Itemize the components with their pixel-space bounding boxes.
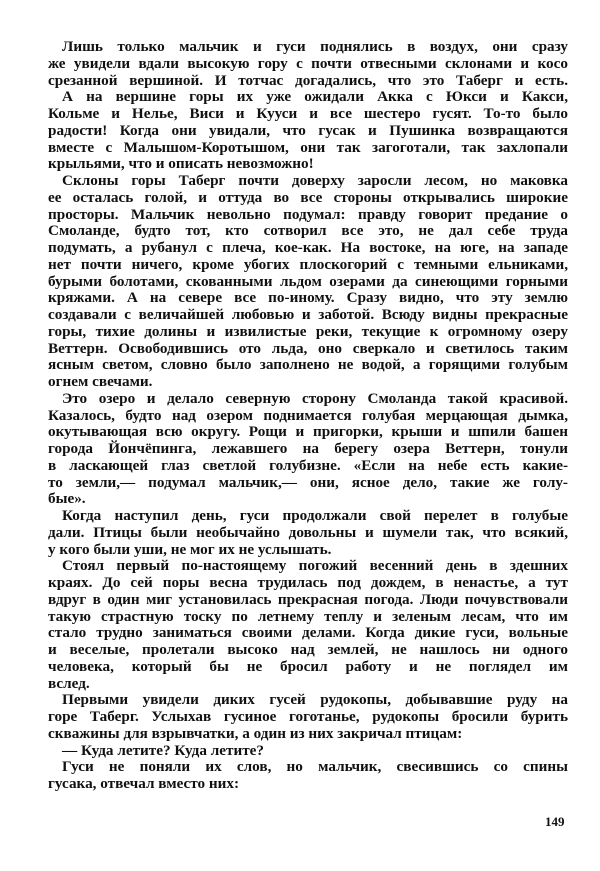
text-line: вслед. [48, 674, 90, 692]
text-line: подумать, а рубанул с плеча, кое-как. На востоке, на юге, на западе [48, 239, 568, 256]
text-line: и веселые, пролетали высоко над землей, не нашлось ни одного [48, 641, 568, 658]
text-line: Казалось, будто над озером поднимается голубая мерцающая дымка, [48, 406, 568, 424]
text-line: человека, который бы не бросил работу и не поглядел им [48, 657, 568, 675]
text-line: Кольме и Нелье, Виси и Кууси и все шестеро гусят. То-то было [48, 105, 568, 122]
text-line: в ласкающей глаз светлой голубизне. «Если на небе есть какие- [48, 456, 568, 474]
paragraph [48, 391, 568, 508]
paragraph [48, 508, 568, 558]
text-line: у кого были уши, не мог их не услышать. [48, 540, 332, 558]
paragraph [48, 692, 568, 742]
text-line: же увидели вдали высокую гору с почти отвесными склонами и косо [48, 54, 568, 72]
paragraph [48, 173, 568, 391]
text-line: Смоланде, будто тот, кто сотворил все это, не дал себе труда [48, 222, 568, 240]
text-line: Когда наступил день, гуси продолжали свой перелет в голубые [62, 507, 568, 524]
text-line: ее осталась голой, и оттуда во все стороны открывались широкие [48, 188, 568, 206]
text-line: такую страстную тоску по летнему теплу и зеленым лесам, что им [48, 607, 568, 625]
text-line: огнем свечами. [48, 373, 153, 390]
text-line: нет почти ничего, кроме убогих плоскогорий с темными ельниками, [48, 255, 568, 273]
text-line: — Куда летите? Куда летите? [62, 741, 265, 759]
text-line: скважины для взрывчатки, а один из них закричал птицам: [48, 724, 463, 742]
text-line: бурыми болотами, скованными льдом озерами да синеющими горными [48, 272, 568, 290]
text-line: Гуси не поняли их слов, но мальчик, свесившись со спины [62, 758, 568, 776]
text-line: радости! Когда они увидали, что гусак и Пушинка возвращаются [48, 121, 568, 139]
paragraph [48, 743, 568, 760]
text-line: стало трудно заниматься своими делами. Когда дикие гуси, вольные [48, 624, 568, 642]
text-line: кряжами. А на севере все по-иному. Сразу видно, что эту землю [48, 289, 568, 307]
text-line: горе Таберг. Услыхав гусиное гоготанье, рудокопы бросили бурить [48, 708, 568, 725]
text-line: дали. Птицы были необычайно довольны и шумели так, что всякий, [48, 523, 568, 541]
text-line: города Йончёпинга, лежавшего на берегу озера Веттерн, тонули [48, 440, 568, 457]
text-line: окутывающая всю округу. Рощи и пригорки, крыши и шпили башен [48, 423, 568, 441]
paragraph [48, 39, 568, 89]
paragraph [48, 89, 568, 173]
text-line: создавали с величайшей любовью и заботой. Всюду видны прекрасные [48, 306, 568, 323]
text-line: вместе с Малышом-Коротышом, они так загоготали, так захлопали [48, 138, 568, 156]
text-line: крыльями, что и описать невозможно! [48, 155, 314, 173]
text-line: Веттерн. Освободившись ото льда, оно сверкало и светилось таким [48, 339, 568, 357]
text-line: бые». [48, 490, 86, 508]
text-line: Первыми увидели диких гусей рудокопы, добывавшие руду на [62, 691, 568, 709]
paragraph [48, 558, 568, 692]
text-line: горы, тихие долины и извилистые реки, текущие к огромному озеру [48, 322, 568, 340]
text-line: А на вершине горы их уже ожидали Акка с Юкси и Какси, [62, 88, 568, 106]
text-line: вдруг в один миг установилась прекрасная погода. Люди почувствовали [48, 590, 568, 608]
text-line: срезанной вершиной. И тотчас догадались, что это Таберг и есть. [48, 71, 568, 89]
paragraph [48, 759, 568, 793]
text-line: то земли,— подумал мальчик,— они, ясное дело, такие же голу- [48, 473, 568, 491]
text-line: Стоял первый по-настоящему погожий весенний день в здешних [62, 557, 568, 575]
text-line: Лишь только мальчик и гуси поднялись в воздух, они сразу [62, 38, 568, 55]
text-line: гусака, отвечал вместо них: [48, 775, 240, 792]
text-line: просторы. Мальчик невольно подумал: правду говорит предание о [48, 205, 568, 223]
text-line: краях. До сей поры весна трудилась под дождем, в ненастье, а тут [48, 574, 568, 591]
page-number: 149 [545, 814, 565, 829]
text-line: Это озеро и делало северную сторону Смоланда такой красивой. [62, 389, 568, 407]
page-body-text [48, 39, 568, 793]
text-line: ясным светом, словно было заполнено не водой, а горящими голубым [48, 356, 568, 374]
text-line: Склоны горы Таберг почти доверху заросли лесом, но маковка [62, 172, 568, 189]
